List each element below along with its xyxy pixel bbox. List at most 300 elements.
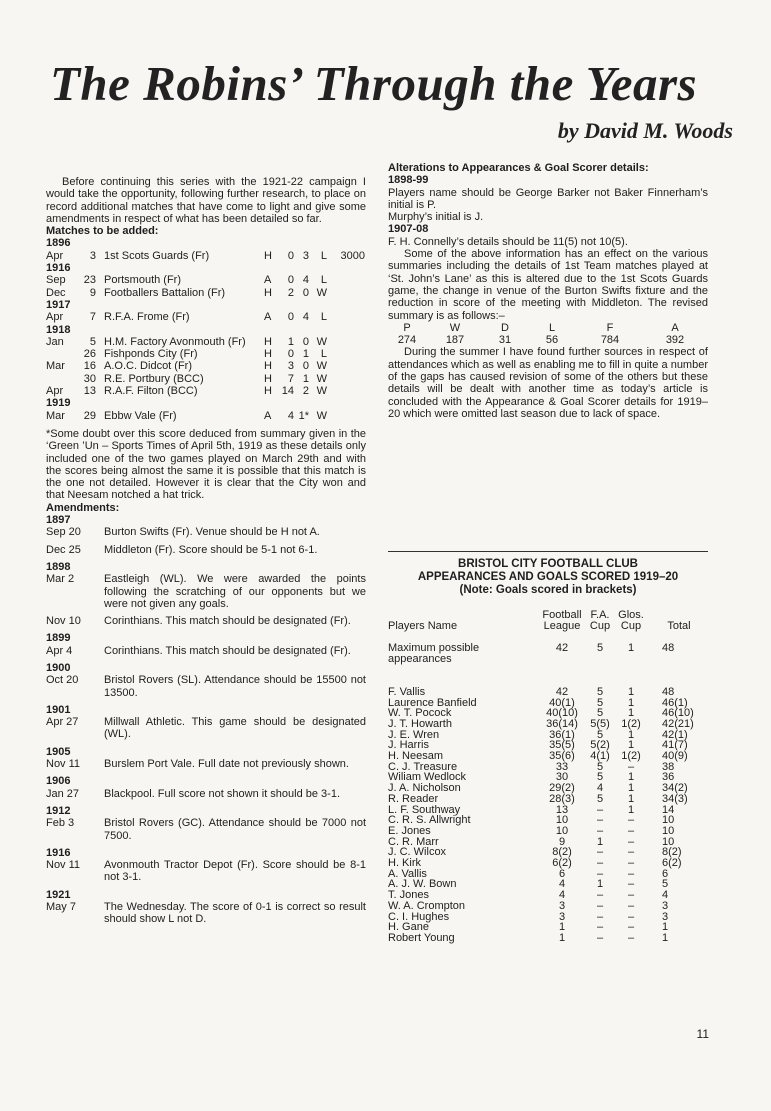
amendment-item <box>46 615 366 627</box>
match-day: 23 <box>83 274 96 287</box>
player-name: C. J. Treasure <box>388 760 458 773</box>
table-heading <box>388 558 708 597</box>
total-apps: 42(1) <box>662 728 688 741</box>
match-opponent: Footballers Battalion (Fr) <box>104 286 226 299</box>
league-apps: 10 <box>555 814 569 827</box>
amendment-year: 1905 <box>46 745 71 758</box>
total-apps: 10 <box>662 824 675 837</box>
table-title-season: APPEARANCES AND GOALS SCORED 1919–20 <box>417 571 679 583</box>
alteration-season: 1898-99 <box>388 174 429 187</box>
player-name: Wiliam Wedlock <box>388 771 467 784</box>
league-apps: 33 <box>555 760 569 773</box>
total-apps: 41(7) <box>662 739 688 752</box>
amendment-item <box>46 758 366 770</box>
league-apps: 6(2) <box>552 857 572 870</box>
amendment-date: May 7 <box>46 901 76 914</box>
match-opponent: H.M. Factory Avonmouth (Fr) <box>104 335 246 348</box>
league-apps: 36(1) <box>549 728 575 741</box>
player-name: H. Kirk <box>388 857 421 870</box>
amendment-text: Middleton (Fr). Score should be 5-1 not 6-1. <box>104 543 318 556</box>
player-name: R. Reader <box>388 792 439 805</box>
match-date <box>46 373 104 385</box>
glos-cup-apps: – <box>627 857 635 870</box>
amendment-date: Nov 10 <box>46 615 81 628</box>
player-name: J. Harris <box>388 739 429 752</box>
summary-header: A <box>671 321 679 334</box>
match-result: W <box>316 372 327 385</box>
player-name: J. C. Wilcox <box>388 846 447 859</box>
match-year: 1916 <box>46 262 71 275</box>
amendments-list <box>46 514 366 926</box>
fa-cup-apps: 5(2) <box>590 739 610 752</box>
alteration-season: 1907-08 <box>388 223 429 236</box>
player-name: E. Jones <box>388 824 431 837</box>
league-apps: 1 <box>558 931 566 944</box>
match-goals-against: 1 <box>302 348 309 361</box>
amendment-year: 1916 <box>46 846 71 859</box>
right-column <box>388 162 708 420</box>
fa-cup-apps: 1 <box>596 878 604 891</box>
total-apps: 42(21) <box>662 717 694 730</box>
league-apps: 30 <box>555 771 569 784</box>
match-venue: H <box>264 385 272 398</box>
amendment-item <box>46 674 366 699</box>
total-apps: 48 <box>662 642 675 655</box>
glos-cup-apps: 1 <box>627 739 635 752</box>
match-date <box>46 348 104 360</box>
fa-cup-apps: – <box>596 889 604 902</box>
fa-cup-apps: 5 <box>596 728 604 741</box>
glos-cup-apps: – <box>627 889 635 902</box>
fa-cup-apps: 5 <box>596 685 604 698</box>
amendment-item <box>46 817 366 842</box>
fa-cup-apps: – <box>596 846 604 859</box>
amendment-text: Blackpool. Full score not shown it should be 3-1. <box>104 787 341 800</box>
summary-value: 392 <box>665 334 685 347</box>
league-apps: 6 <box>558 867 566 880</box>
amendments-heading: Amendments: <box>46 501 120 514</box>
fa-cup-apps: 5 <box>596 771 604 784</box>
amendment-date: Feb 3 <box>46 817 75 830</box>
amendment-item <box>46 573 366 610</box>
match-day: 9 <box>89 286 96 299</box>
total-apps: 5 <box>662 878 669 891</box>
player-name: L. F. Southway <box>388 803 461 816</box>
amendment-date: Mar 2 <box>46 573 75 586</box>
league-apps: 1 <box>558 921 566 934</box>
match-month: Apr <box>46 249 64 262</box>
fa-cup-apps: 5 <box>596 707 604 720</box>
match-goals-for: 0 <box>287 249 294 262</box>
player-name: W. T. Pocock <box>388 707 452 720</box>
player-row <box>388 933 710 944</box>
league-apps: 13 <box>555 803 569 816</box>
match-month: Mar <box>46 409 65 422</box>
glos-cup-apps: – <box>627 824 635 837</box>
match-date <box>46 336 104 348</box>
fa-cup-apps: – <box>596 899 604 912</box>
amendment-item <box>46 716 366 741</box>
match-opponent: R.F.A. Frome (Fr) <box>104 311 190 324</box>
glos-cup-apps: 1 <box>627 803 635 816</box>
match-goals-against: 1 <box>302 372 309 385</box>
footnote: *Some doubt over this score deduced from summary given in the ‘Green ’Un – Sports Times of April 5th, 1919 as these details only included one of the two games played on March 29th and with the scores being almost the same it is possible that this match is the one not detailed. However it is clear that the City won and that Neesam notched a hat trick. <box>46 427 366 502</box>
match-goals-for: 0 <box>287 311 294 324</box>
total-apps: 34(2) <box>662 782 688 795</box>
table-body <box>388 631 710 943</box>
match-row <box>46 410 366 422</box>
match-month: Mar <box>46 360 65 373</box>
league-apps: 28(3) <box>549 792 575 805</box>
glos-cup-apps: 1 <box>627 685 635 698</box>
article-title: The Robins’ Through the Years <box>50 56 698 111</box>
amendment-text: Burton Swifts (Fr). Venue should be H not A. <box>104 526 320 539</box>
match-day: 5 <box>89 335 96 348</box>
table-header-row <box>388 610 710 631</box>
total-apps: 8(2) <box>662 846 682 859</box>
glos-cup-apps: – <box>627 899 635 912</box>
league-apps: 3 <box>558 899 566 912</box>
match-month: Sep <box>46 274 66 287</box>
amendment-year: 1898 <box>46 560 71 573</box>
league-apps: 42 <box>555 642 569 655</box>
fa-cup-apps: 4 <box>596 782 604 795</box>
match-venue: A <box>264 311 272 324</box>
match-goals-for: 14 <box>281 385 294 398</box>
league-apps: 8(2) <box>552 846 572 859</box>
match-day: 3 <box>89 249 96 262</box>
match-opponent: A.O.C. Didcot (Fr) <box>104 360 193 373</box>
player-name: Robert Young <box>388 931 455 944</box>
glos-cup-apps: 1 <box>627 771 635 784</box>
match-date <box>46 385 104 397</box>
alteration-line: Players name should be George Barker not Baker Finnerham’s initial is P. <box>388 186 708 211</box>
player-name: C. R. Marr <box>388 835 439 848</box>
total-apps: 10 <box>662 835 675 848</box>
match-result: L <box>320 249 327 262</box>
match-day: 26 <box>83 348 96 361</box>
league-apps: 9 <box>558 835 566 848</box>
match-venue: H <box>264 360 272 373</box>
appearances-table <box>388 610 710 944</box>
alteration-line: Murphy’s initial is J. <box>388 211 484 224</box>
match-year: 1896 <box>46 237 71 250</box>
fa-cup-apps: 5 <box>596 760 604 773</box>
match-date <box>46 250 104 262</box>
match-venue: H <box>264 335 272 348</box>
match-result: W <box>316 409 327 422</box>
glos-cup-apps: 1 <box>627 782 635 795</box>
total-apps: 1 <box>662 921 669 934</box>
match-goals-against: 0 <box>302 286 309 299</box>
player-name: J. E. Wren <box>388 728 440 741</box>
amendment-item <box>46 526 366 538</box>
league-apps: 3 <box>558 910 566 923</box>
match-goals-against: 0 <box>302 360 309 373</box>
match-result: W <box>316 286 327 299</box>
amendment-date: Nov 11 <box>46 758 81 771</box>
amendment-text: The Wednesday. The score of 0-1 is correct so result should show L not D. <box>104 901 366 926</box>
match-date <box>46 274 104 286</box>
amendment-year: 1900 <box>46 661 71 674</box>
glos-cup-apps: – <box>627 846 635 859</box>
header-total: Total <box>667 619 691 632</box>
glos-cup-apps: 1 <box>627 642 635 655</box>
table-top-rule <box>388 551 708 552</box>
glos-cup-apps: 1 <box>627 728 635 741</box>
match-opponent: Portsmouth (Fr) <box>104 274 182 287</box>
alterations-heading: Alterations to Appearances & Goal Scorer details: <box>388 162 649 174</box>
summary-value: 784 <box>600 334 620 347</box>
glos-cup-apps: – <box>627 931 635 944</box>
match-month: Apr <box>46 385 64 398</box>
total-apps: 6 <box>662 867 669 880</box>
left-column <box>46 176 366 931</box>
amendment-text: Corinthians. This match should be designated (Fr). <box>104 644 351 657</box>
amendment-year: 1906 <box>46 775 71 788</box>
match-opponent: R.A.F. Filton (BCC) <box>104 385 198 398</box>
fa-cup-apps: – <box>596 814 604 827</box>
header-players-name: Players Name <box>388 619 458 632</box>
amendment-text: Burslem Port Vale. Full date not previously shown. <box>104 758 349 771</box>
header-league: Football League <box>542 609 582 632</box>
match-day: 29 <box>83 409 96 422</box>
match-row <box>46 287 366 299</box>
summary-value: 31 <box>498 334 512 347</box>
glos-cup-apps: 1(2) <box>621 750 641 763</box>
glos-cup-apps: 1 <box>627 696 635 709</box>
match-goals-for: 3 <box>287 360 294 373</box>
amendment-item <box>46 901 366 926</box>
league-apps: 40(1) <box>549 696 575 709</box>
fa-cup-apps: – <box>596 803 604 816</box>
match-day: 16 <box>83 360 96 373</box>
match-goals-for: 0 <box>287 274 294 287</box>
league-apps: 40(10) <box>546 707 578 720</box>
match-row <box>46 274 366 286</box>
fa-cup-apps: – <box>596 910 604 923</box>
match-opponent: 1st Scots Guards (Fr) <box>104 249 210 262</box>
summary-header: W <box>449 321 461 334</box>
match-date <box>46 287 104 299</box>
player-name: Maximum possible appearances <box>388 642 480 666</box>
glos-cup-apps: 1 <box>627 707 635 720</box>
alterations-paragraph-1: Some of the above information has an effect on the various summaries including the details of 1st Team matches played at ‘St. John’s Lane’ as this is altered due to the 1st Scots Guards game, the change in venue of the Burton Swifts fixture and the reduction in score of the meeting with Middleton. The revised summary is as follows:– <box>388 248 708 322</box>
player-name: F. Vallis <box>388 685 426 698</box>
table-title-note: (Note: Goals scored in brackets) <box>459 584 637 596</box>
match-goals-against: 4 <box>302 274 309 287</box>
match-result: L <box>320 274 327 287</box>
amendment-item <box>46 645 366 657</box>
summary-header: L <box>548 321 556 334</box>
fa-cup-apps: – <box>596 824 604 837</box>
table-title-club: BRISTOL CITY FOOTBALL CLUB <box>458 558 638 570</box>
total-apps: 46(1) <box>662 696 688 709</box>
summary-value: 56 <box>545 334 559 347</box>
match-row <box>46 360 366 372</box>
league-apps: 4 <box>558 878 566 891</box>
amendment-text: Corinthians. This match should be designated (Fr). <box>104 615 351 628</box>
amendment-date: Apr 27 <box>46 716 79 729</box>
total-apps: 1 <box>662 931 669 944</box>
amendment-year: 1899 <box>46 632 71 645</box>
glos-cup-apps: – <box>627 760 635 773</box>
total-apps: 14 <box>662 803 675 816</box>
total-apps: 48 <box>662 685 675 698</box>
match-row <box>46 311 366 323</box>
player-name: J. A. Nicholson <box>388 782 461 795</box>
amendment-date: Oct 20 <box>46 674 79 687</box>
match-year: 1919 <box>46 397 71 410</box>
amendment-date: Nov 11 <box>46 859 81 872</box>
match-date <box>46 410 104 422</box>
header-glos-cup: Glos. Cup <box>618 609 644 632</box>
total-apps: 3 <box>662 910 669 923</box>
glos-cup-apps: – <box>627 835 635 848</box>
summary-header: D <box>501 321 509 334</box>
league-apps: 29(2) <box>549 782 575 795</box>
total-apps: 3 <box>662 899 669 912</box>
match-venue: H <box>264 372 272 385</box>
fa-cup-apps: – <box>596 857 604 870</box>
fa-cup-apps: 1 <box>596 835 604 848</box>
player-name: H. Neesam <box>388 750 444 763</box>
page-number: 11 <box>696 1027 709 1041</box>
player-name: A. J. W. Bown <box>388 878 457 891</box>
total-apps: 6(2) <box>662 857 682 870</box>
amendment-text: Avonmouth Tractor Depot (Fr). Score should be 8-1 not 3-1. <box>104 859 366 884</box>
match-result: W <box>316 385 327 398</box>
league-apps: 36(14) <box>546 717 578 730</box>
amendment-date: Sep 20 <box>46 526 81 539</box>
alterations-list <box>388 174 708 248</box>
match-attendance: 3000 <box>340 249 365 262</box>
player-name: T. Jones <box>388 889 429 902</box>
match-date <box>46 360 104 372</box>
maximum-row <box>388 631 710 664</box>
summary-values <box>388 334 708 346</box>
amendment-item <box>46 544 366 556</box>
total-apps: 38 <box>662 760 675 773</box>
alteration-line: F. H. Connelly’s details should be 11(5) not 10(5). <box>388 235 628 248</box>
match-year: 1918 <box>46 323 71 336</box>
amendment-text: Millwall Athletic. This game should be designated (WL). <box>104 716 366 741</box>
fa-cup-apps: 4(1) <box>590 750 610 763</box>
total-apps: 36 <box>662 771 675 784</box>
match-goals-against: 3 <box>302 249 309 262</box>
match-date <box>46 311 104 323</box>
player-name: J. T. Howarth <box>388 717 452 730</box>
amendment-text: Bristol Rovers (SL). Attendance should be 15500 not 13500. <box>104 674 366 699</box>
fa-cup-apps: 5 <box>596 696 604 709</box>
total-apps: 10 <box>662 814 675 827</box>
league-apps: 10 <box>555 824 569 837</box>
match-day: 7 <box>89 311 96 324</box>
amendment-date: Dec 25 <box>46 543 81 556</box>
player-name: W. A. Crompton <box>388 899 466 912</box>
match-venue: A <box>264 409 272 422</box>
fa-cup-apps: 5 <box>596 642 604 655</box>
match-result: W <box>316 360 327 373</box>
player-row <box>388 901 710 912</box>
match-month: Jan <box>46 335 64 348</box>
match-venue: A <box>264 274 272 287</box>
glos-cup-apps: – <box>627 867 635 880</box>
glos-cup-apps: – <box>627 878 635 891</box>
amendment-item <box>46 859 366 884</box>
match-goals-for: 7 <box>287 372 294 385</box>
player-name: A. Vallis <box>388 867 427 880</box>
match-row <box>46 250 366 262</box>
amendment-date: Apr 4 <box>46 644 73 657</box>
match-goals-against: 2 <box>302 385 309 398</box>
match-goals-against: 1* <box>298 409 309 422</box>
match-row <box>46 385 366 397</box>
match-month: Apr <box>46 311 64 324</box>
amendment-item <box>46 788 366 800</box>
fa-cup-apps: – <box>596 867 604 880</box>
match-goals-against: 0 <box>302 335 309 348</box>
total-apps: 34(3) <box>662 792 688 805</box>
total-apps: 46(10) <box>662 707 694 720</box>
league-apps: 35(6) <box>549 750 575 763</box>
player-name: C. R. S. Allwright <box>388 814 471 827</box>
fa-cup-apps: – <box>596 931 604 944</box>
glos-cup-apps: 1 <box>627 792 635 805</box>
match-goals-for: 1 <box>287 335 294 348</box>
league-apps: 42 <box>555 685 569 698</box>
match-venue: H <box>264 348 272 361</box>
fa-cup-apps: 5 <box>596 792 604 805</box>
amendment-year: 1901 <box>46 703 71 716</box>
match-goals-for: 4 <box>287 409 294 422</box>
player-name: H. Gane <box>388 921 429 934</box>
glos-cup-apps: – <box>627 910 635 923</box>
match-result: L <box>320 348 327 361</box>
amendment-year: 1921 <box>46 888 71 901</box>
amendment-date: Jan 27 <box>46 787 80 800</box>
amendment-text: Eastleigh (WL). We were awarded the points following the scratching of our opponents but we were not given any goals. <box>104 573 366 610</box>
match-result: L <box>320 311 327 324</box>
match-row <box>46 336 366 348</box>
amendment-text: Bristol Rovers (GC). Attendance should be 7000 not 7500. <box>104 817 366 842</box>
total-apps: 4 <box>662 889 669 902</box>
match-month: Dec <box>46 286 66 299</box>
player-name: C. I. Hughes <box>388 910 450 923</box>
header-fa-cup: F.A. Cup <box>589 609 611 632</box>
summary-headers <box>388 322 708 334</box>
fa-cup-apps: 5(5) <box>590 717 610 730</box>
match-goals-against: 4 <box>302 311 309 324</box>
match-venue: H <box>264 286 272 299</box>
match-opponent: Fishponds City (Fr) <box>104 348 198 361</box>
match-year: 1917 <box>46 298 71 311</box>
matches-list <box>46 237 366 421</box>
summary-value: 187 <box>445 334 465 347</box>
alterations-paragraph-2: During the summer I have found further sources in respect of attendances which as well as enabling me to fill in quite a number of the gaps has caused revision of some of the others but these details will be dealt with another time as today’s article is concluded with the Appearance & Goal Scorer details for 1919–20 which were omitted last season due to lack of space. <box>388 346 708 420</box>
total-apps: 40(9) <box>662 750 688 763</box>
fa-cup-apps: – <box>596 921 604 934</box>
match-row <box>46 373 366 385</box>
player-row <box>388 794 710 805</box>
match-day: 13 <box>83 385 96 398</box>
player-name: Laurence Banfield <box>388 696 477 709</box>
match-venue: H <box>264 249 272 262</box>
summary-header: F <box>606 321 614 334</box>
glos-cup-apps: 1(2) <box>621 717 641 730</box>
matches-heading: Matches to be added: <box>46 225 159 238</box>
match-opponent: R.E. Portbury (BCC) <box>104 372 204 385</box>
